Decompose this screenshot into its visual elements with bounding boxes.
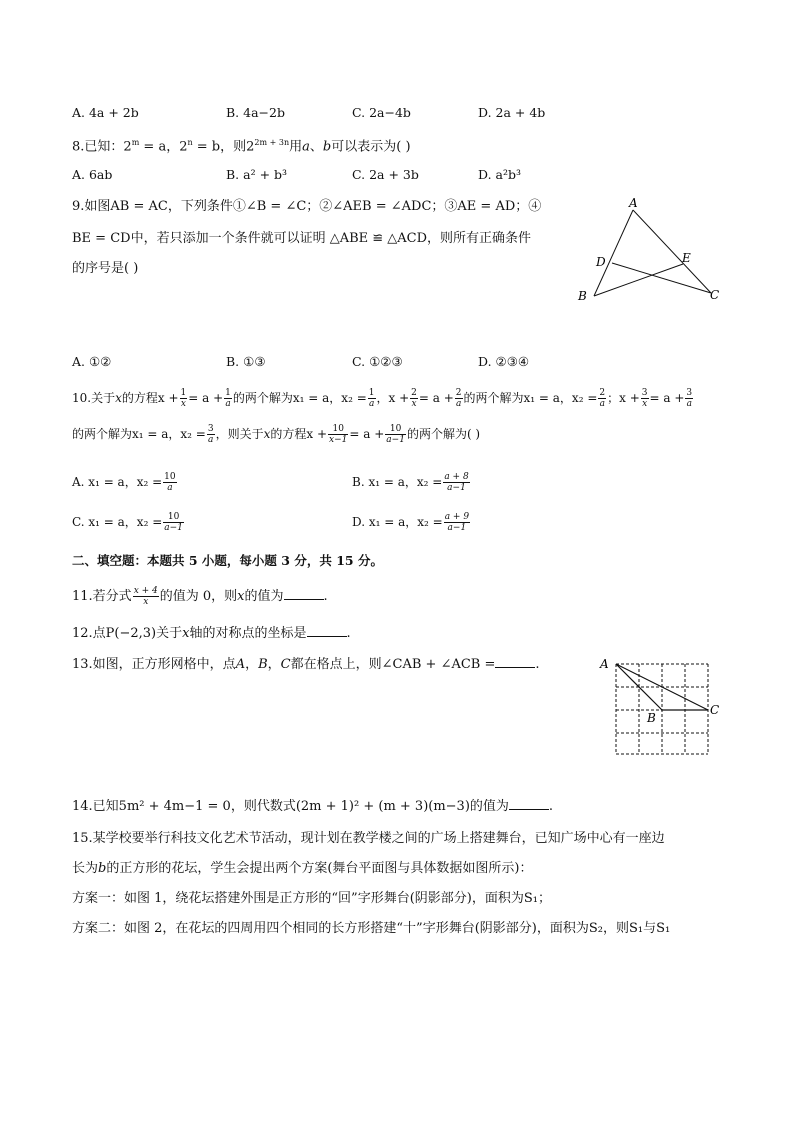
q7-option-c[interactable]: C. 2a−4b: [352, 105, 411, 120]
q9-stem-line1: 9.如图AB = AC，下列条件①∠B = ∠C；②∠AEB = ∠ADC；③AE = AD；④: [72, 199, 542, 214]
q13-text: 13.如图，正方形网格中，点: [72, 657, 236, 672]
q10-text: 的方程x +: [121, 391, 179, 405]
frac-num: 3: [641, 388, 648, 398]
frac-num: 2: [599, 388, 606, 398]
q10-option-b[interactable]: [352, 472, 471, 493]
frac-num: 1: [180, 388, 187, 398]
q9-option-b[interactable]: B. ①③: [226, 354, 266, 369]
q12-text: 12.点P(−2,3)关于: [72, 626, 183, 641]
section2-points: 3: [281, 553, 290, 568]
frac-den: a: [686, 399, 692, 409]
q10-text: 10.关于: [72, 391, 116, 405]
q9-triangle-figure: [572, 196, 732, 308]
q15-text: 的正方形的花坛，学生会提出两个方案(舞台平面图与具体数据如图所示)：: [106, 861, 533, 876]
q10-frac-2-over-a: [598, 388, 606, 409]
section2-text: 分，共: [289, 553, 337, 568]
frac-num: 2: [455, 388, 462, 398]
frac-num: 3: [686, 388, 693, 398]
q10-text: ；x +: [607, 391, 640, 405]
q14-text: .: [548, 799, 554, 814]
q10-frac-3-over-a: [685, 388, 693, 409]
q9-stem-line2: BE = CD中，若只添加一个条件就可以证明 △ABE ≌ △ACD，则所有正确条件: [72, 231, 532, 246]
q11-fraction: [133, 586, 159, 607]
q15-line1: 15.某学校要举行科技文化艺术节活动，现计划在教学楼之间的广场上搭建舞台，已知广场中心有一座边: [72, 831, 665, 846]
frac-num: a + 9: [444, 512, 470, 522]
q10-option-text: C. x₁ = a，x₂ =: [72, 515, 163, 529]
q8-option-b[interactable]: B. a² + b³: [226, 167, 288, 182]
q10-option-d-frac: [444, 512, 470, 533]
q9-option-d[interactable]: D. ②③④: [478, 354, 530, 369]
q13-label-c: C: [710, 703, 720, 717]
q9-label-c: C: [710, 288, 720, 302]
q8-text: 、: [309, 139, 323, 155]
q9-label-b: B: [578, 289, 587, 303]
q13-grid-figure: [596, 654, 726, 758]
frac-num: x + 4: [133, 586, 158, 596]
q10-text: 的方程x +: [270, 427, 328, 441]
q14-text: 14.已知5m² + 4m−1 = 0，则代数式(2m + 1)² + (m + 3)(m−3)的值为: [72, 799, 509, 814]
q12-var-x: x: [182, 626, 190, 641]
q8-stem: [72, 134, 411, 156]
frac-num: 3: [207, 424, 214, 434]
frac-num: 10: [328, 424, 348, 435]
frac-den: a: [167, 483, 173, 493]
frac-den: a: [208, 435, 214, 445]
q8-text: 8.已知：2: [72, 139, 132, 155]
q9-label-a: A: [629, 196, 638, 210]
q10-stem-line1: [72, 388, 694, 409]
section2-text: 小题，每小题: [197, 553, 282, 568]
q10-option-text: D. x₁ = a，x₂ =: [352, 515, 443, 529]
q8-option-d[interactable]: D. a²b³: [478, 167, 521, 182]
q13-label-b: B: [647, 711, 656, 725]
q10-text: = a +: [649, 391, 685, 405]
q10-stem-line2: [72, 424, 480, 445]
frac-num: 1: [368, 388, 375, 398]
q11-var-x: x: [237, 589, 245, 604]
q14-stem: [72, 797, 553, 816]
q10-frac-1-over-a: [368, 388, 376, 409]
q13-stem: [72, 655, 540, 674]
section2-heading: [72, 552, 383, 570]
frac-num: a + 8: [444, 472, 469, 482]
q15-line4: 方案二：如图 2，在花坛的四周用四个相同的长方形搭建“十”字形舞台(阴影部分)，面积为S₂，则S₁与S₁: [72, 921, 671, 936]
q14-answer-blank[interactable]: [509, 797, 549, 810]
q10-text: 的两个解为x₁ = a，x₂ =: [463, 391, 598, 405]
q10-var-x: x: [115, 391, 122, 405]
q10-text: 的两个解为x₁ = a，x₂ =: [72, 427, 206, 441]
q13-text: .: [535, 657, 540, 672]
q11-text: 的值为 0，则: [159, 589, 238, 604]
frac-den: a: [225, 399, 231, 409]
q10-text: ，则关于: [215, 427, 264, 441]
q11-text: 的值为: [244, 589, 284, 604]
q9-label-e: E: [682, 251, 691, 265]
q15-line2: [72, 860, 533, 878]
frac-den: x: [642, 399, 648, 409]
q9-label-d: D: [596, 255, 606, 269]
frac-num: 10: [164, 472, 176, 482]
q10-frac-1-over-a: [224, 388, 232, 409]
q13-point-c: C: [280, 657, 291, 672]
q12-text: .: [346, 626, 351, 641]
q9-option-a[interactable]: A. ①②: [72, 354, 112, 369]
q10-frac-2-over-x: [410, 388, 418, 409]
q10-option-a[interactable]: [72, 472, 178, 493]
frac-den: a: [599, 399, 605, 409]
q8-text: 用: [289, 139, 303, 155]
q9-option-c[interactable]: C. ①②③: [352, 354, 403, 369]
q10-frac-10-over-a-minus-1: [385, 424, 406, 445]
q10-frac-3-over-a: [207, 424, 215, 445]
frac-den: x: [411, 399, 417, 409]
q10-var-x: x: [263, 427, 271, 441]
q10-text: ，x +: [376, 391, 410, 405]
frac-den: a−1: [447, 483, 466, 493]
q10-option-c[interactable]: [72, 512, 185, 533]
q12-text: 轴的对称点的坐标是: [189, 626, 307, 641]
q8-exp-m: m: [131, 138, 140, 147]
q12-stem: [72, 624, 351, 643]
q10-frac-2-over-a: [455, 388, 463, 409]
q9-edge-ab: [594, 210, 633, 296]
q10-option-b-frac: [443, 472, 469, 493]
q7-option-d[interactable]: D. 2a + 4b: [478, 105, 546, 120]
frac-den: a: [368, 399, 375, 409]
q11-text: .: [323, 589, 328, 604]
q11-answer-blank[interactable]: [284, 587, 324, 600]
section2-text: 二、填空题：本题共: [72, 553, 189, 568]
q8-option-c[interactable]: C. 2a + 3b: [352, 167, 419, 182]
frac-num: 1: [225, 388, 231, 398]
q8-var-b: b: [322, 139, 332, 155]
q10-text: 的两个解为( ): [406, 427, 481, 441]
q10-text: = a +: [188, 391, 224, 405]
frac-num: 2: [411, 388, 417, 398]
q8-var-a: a: [302, 139, 310, 155]
q10-frac-10-over-x-minus-1: [328, 424, 348, 445]
frac-num: 10: [163, 512, 184, 523]
section2-text: 分。: [353, 553, 383, 568]
q13-point-b: B: [258, 657, 268, 672]
q8-text: = a，2: [139, 139, 188, 155]
frac-den: a: [455, 399, 462, 409]
frac-den: a−1: [447, 523, 467, 533]
q13-text: ，: [245, 657, 259, 672]
q15-var-b: b: [98, 861, 107, 876]
section2-count: 5: [188, 553, 198, 568]
q13-answer-blank[interactable]: [495, 655, 535, 668]
q8-exp-target: 2m + 3n: [254, 138, 290, 147]
q15-text: 长为: [72, 861, 99, 876]
q8-text: = b，则2: [192, 139, 255, 155]
q9-stem-line3: 的序号是( ): [72, 261, 139, 276]
frac-num: 10: [385, 424, 406, 435]
q8-exp-n: n: [187, 138, 193, 147]
q10-option-d[interactable]: [352, 512, 471, 533]
frac-den: x: [143, 597, 149, 607]
section2-total: 15: [336, 553, 354, 568]
q9-edge-ac: [633, 210, 711, 293]
q10-frac-3-over-x: [641, 388, 649, 409]
q12-answer-blank[interactable]: [307, 624, 347, 637]
q11-stem: [72, 586, 328, 607]
q7-option-a[interactable]: A. 4a + 2b: [72, 105, 139, 120]
q10-frac-1-over-x: [180, 388, 188, 409]
frac-den: a−1: [386, 435, 405, 445]
q10-option-text: A. x₁ = a，x₂ =: [72, 475, 163, 489]
q13-label-a: A: [600, 657, 609, 671]
q13-text: 都在格点上，则∠CAB + ∠ACB =: [290, 657, 496, 672]
q8-option-a[interactable]: A. 6ab: [72, 167, 113, 182]
frac-den: a−1: [164, 523, 183, 533]
q10-option-a-frac: [163, 472, 176, 493]
q10-option-text: B. x₁ = a，x₂ =: [352, 475, 443, 489]
frac-den: x−1: [329, 435, 348, 445]
q9-segment-dc: [612, 263, 711, 293]
q10-option-c-frac: [163, 512, 184, 533]
q11-text: 11.若分式: [72, 589, 132, 604]
q10-text: = a +: [418, 391, 454, 405]
q7-option-b[interactable]: B. 4a−2b: [226, 105, 285, 120]
q10-text: 的两个解为x₁ = a，x₂ =: [232, 391, 367, 405]
q8-text: 可以表示为( ): [331, 139, 411, 155]
q13-point-a: A: [235, 657, 246, 672]
q10-text: = a +: [349, 427, 385, 441]
frac-den: x: [180, 399, 186, 409]
q13-text: ，: [267, 657, 281, 672]
q15-line3: 方案一：如图 1，绕花坛搭建外围是正方形的“回”字形舞台(阴影部分)，面积为S₁；: [72, 891, 551, 906]
